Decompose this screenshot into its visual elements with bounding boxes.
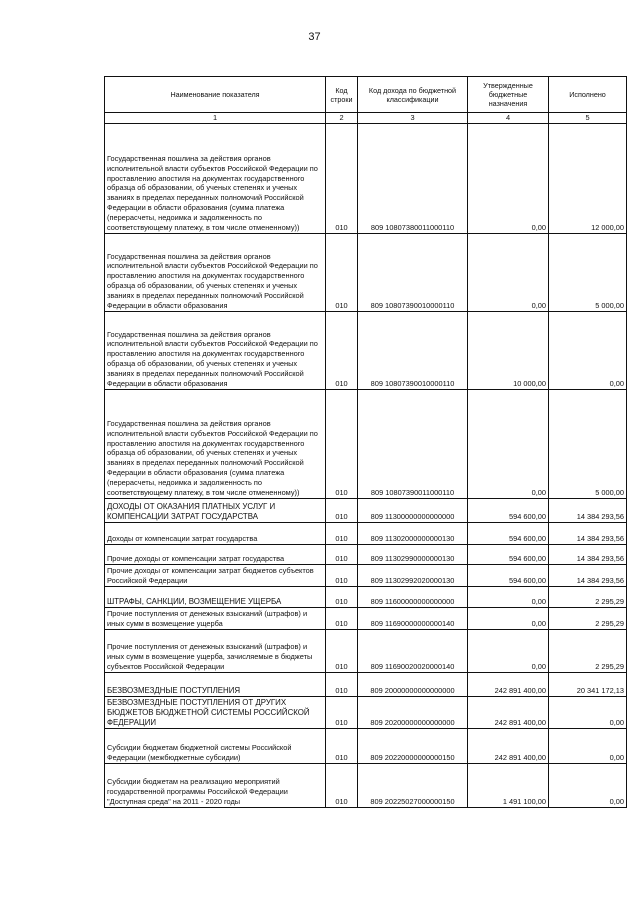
- table-row: [105, 608, 627, 630]
- approved-amount: 594 600,00: [468, 565, 549, 587]
- executed-amount: 5 000,00: [549, 234, 627, 312]
- income-code: 809 10807390010000110: [358, 234, 468, 312]
- table-row: [105, 390, 627, 499]
- table-row: [105, 697, 627, 729]
- approved-amount: 1 491 100,00: [468, 764, 549, 808]
- executed-amount: 2 295,29: [549, 630, 627, 673]
- executed-amount: 2 295,29: [549, 587, 627, 608]
- approved-amount: 0,00: [468, 234, 549, 312]
- table-row: [105, 587, 627, 608]
- column-number-row: [105, 113, 627, 124]
- line-code: 010: [326, 124, 358, 234]
- table-row: [105, 124, 627, 234]
- executed-amount: 2 295,29: [549, 608, 627, 630]
- table-row: [105, 764, 627, 808]
- table-header-row: [105, 77, 627, 113]
- indicator-name: Государственная пошлина за действия органов исполнительной власти субъектов Российской Федерации по проставлению апостиля на документах государственного образца об образовании, об ученых степенях и ученых званиях в пределах переданных полномочий Российской Федерации в области образования: [105, 312, 326, 390]
- approved-amount: 594 600,00: [468, 499, 549, 523]
- table-row: [105, 729, 627, 764]
- table-row: [105, 312, 627, 390]
- line-code: 010: [326, 697, 358, 729]
- indicator-name: БЕЗВОЗМЕЗДНЫЕ ПОСТУПЛЕНИЯ: [105, 673, 326, 697]
- income-code: 809 11600000000000000: [358, 587, 468, 608]
- column-number: 5: [549, 113, 627, 124]
- executed-amount: 20 341 172,13: [549, 673, 627, 697]
- budget-income-table: [104, 76, 627, 808]
- income-code: 809 11300000000000000: [358, 499, 468, 523]
- indicator-name: Субсидии бюджетам на реализацию мероприятий государственной программы Российской Федерации "Доступная среда" на 2011 - 2020 годы: [105, 764, 326, 808]
- approved-amount: 594 600,00: [468, 523, 549, 545]
- approved-amount: 0,00: [468, 630, 549, 673]
- header-indicator-name: Наименование показателя: [105, 77, 326, 113]
- indicator-name: Государственная пошлина за действия органов исполнительной власти субъектов Российской Федерации по проставлению апостиля на документах государственного образца об образовании, об ученых степенях и ученых званиях в пределах переданных полномочий Российской Федерации в области образования (сумма платежа (перерасчеты, недоимка и задолженность по соответствующему платежу, в том числе отмененному)): [105, 124, 326, 234]
- indicator-name: Государственная пошлина за действия органов исполнительной власти субъектов Российской Федерации по проставлению апостиля на документах государственного образца об образовании, об ученых степенях и ученых званиях в пределах переданных полномочий Российской Федерации в области образования: [105, 234, 326, 312]
- executed-amount: 14 384 293,56: [549, 565, 627, 587]
- indicator-name: ШТРАФЫ, САНКЦИИ, ВОЗМЕЩЕНИЕ УЩЕРБА: [105, 587, 326, 608]
- column-number: 4: [468, 113, 549, 124]
- executed-amount: 0,00: [549, 312, 627, 390]
- line-code: 010: [326, 608, 358, 630]
- income-code: 809 10807390011000110: [358, 390, 468, 499]
- income-code: 809 20225027000000150: [358, 764, 468, 808]
- approved-amount: 0,00: [468, 390, 549, 499]
- executed-amount: 12 000,00: [549, 124, 627, 234]
- income-code: 809 11690020020000140: [358, 630, 468, 673]
- approved-amount: 0,00: [468, 587, 549, 608]
- income-code: 809 10807380011000110: [358, 124, 468, 234]
- header-executed: Исполнено: [549, 77, 627, 113]
- executed-amount: 14 384 293,56: [549, 499, 627, 523]
- income-code: 809 20000000000000000: [358, 673, 468, 697]
- approved-amount: 10 000,00: [468, 312, 549, 390]
- income-code: 809 20200000000000000: [358, 697, 468, 729]
- executed-amount: 14 384 293,56: [549, 545, 627, 565]
- line-code: 010: [326, 764, 358, 808]
- approved-amount: 594 600,00: [468, 545, 549, 565]
- table-row: [105, 673, 627, 697]
- table-row: [105, 545, 627, 565]
- table-row: [105, 565, 627, 587]
- executed-amount: 0,00: [549, 697, 627, 729]
- line-code: 010: [326, 234, 358, 312]
- executed-amount: 0,00: [549, 729, 627, 764]
- line-code: 010: [326, 499, 358, 523]
- line-code: 010: [326, 545, 358, 565]
- line-code: 010: [326, 312, 358, 390]
- column-number: 1: [105, 113, 326, 124]
- line-code: 010: [326, 729, 358, 764]
- column-number: 3: [358, 113, 468, 124]
- table-row: [105, 499, 627, 523]
- column-number: 2: [326, 113, 358, 124]
- line-code: 010: [326, 523, 358, 545]
- indicator-name: Субсидии бюджетам бюджетной системы Российской Федерации (межбюджетные субсидии): [105, 729, 326, 764]
- approved-amount: 0,00: [468, 124, 549, 234]
- approved-amount: 242 891 400,00: [468, 673, 549, 697]
- income-code: 809 11302000000000130: [358, 523, 468, 545]
- approved-amount: 0,00: [468, 608, 549, 630]
- indicator-name: ДОХОДЫ ОТ ОКАЗАНИЯ ПЛАТНЫХ УСЛУГ И КОМПЕНСАЦИИ ЗАТРАТ ГОСУДАРСТВА: [105, 499, 326, 523]
- income-code: 809 10807390010000110: [358, 312, 468, 390]
- indicator-name: Прочие доходы от компенсации затрат бюджетов субъектов Российской Федерации: [105, 565, 326, 587]
- approved-amount: 242 891 400,00: [468, 697, 549, 729]
- line-code: 010: [326, 630, 358, 673]
- executed-amount: 14 384 293,56: [549, 523, 627, 545]
- line-code: 010: [326, 673, 358, 697]
- income-code: 809 20220000000000150: [358, 729, 468, 764]
- page-number: 37: [308, 31, 321, 43]
- header-income-code: Код дохода по бюджетной классификации: [358, 77, 468, 113]
- indicator-name: Прочие поступления от денежных взысканий (штрафов) и иных сумм в возмещение ущерба, зачисляемые в бюджеты субъектов Российской Федерации: [105, 630, 326, 673]
- income-code: 809 11302992020000130: [358, 565, 468, 587]
- table-row: [105, 630, 627, 673]
- income-code: 809 11302990000000130: [358, 545, 468, 565]
- table-row: [105, 523, 627, 545]
- indicator-name: Государственная пошлина за действия органов исполнительной власти субъектов Российской Федерации по проставлению апостиля на документах государственного образца об образовании, об ученых степенях и ученых званиях в пределах переданных полномочий Российской Федерации в области образования (сумма платежа (перерасчеты, недоимка и задолженность по соответствующему платежу, в том числе отмененному)): [105, 390, 326, 499]
- indicator-name: Прочие доходы от компенсации затрат государства: [105, 545, 326, 565]
- table-row: [105, 234, 627, 312]
- header-line-code: Код строки: [326, 77, 358, 113]
- header-approved: Утвержденные бюджетные назначения: [468, 77, 549, 113]
- line-code: 010: [326, 565, 358, 587]
- executed-amount: 0,00: [549, 764, 627, 808]
- approved-amount: 242 891 400,00: [468, 729, 549, 764]
- line-code: 010: [326, 587, 358, 608]
- indicator-name: Доходы от компенсации затрат государства: [105, 523, 326, 545]
- executed-amount: 5 000,00: [549, 390, 627, 499]
- indicator-name: БЕЗВОЗМЕЗДНЫЕ ПОСТУПЛЕНИЯ ОТ ДРУГИХ БЮДЖЕТОВ БЮДЖЕТНОЙ СИСТЕМЫ РОССИЙСКОЙ ФЕДЕРАЦИИ: [105, 697, 326, 729]
- income-code: 809 11690000000000140: [358, 608, 468, 630]
- indicator-name: Прочие поступления от денежных взысканий (штрафов) и иных сумм в возмещение ущерба: [105, 608, 326, 630]
- line-code: 010: [326, 390, 358, 499]
